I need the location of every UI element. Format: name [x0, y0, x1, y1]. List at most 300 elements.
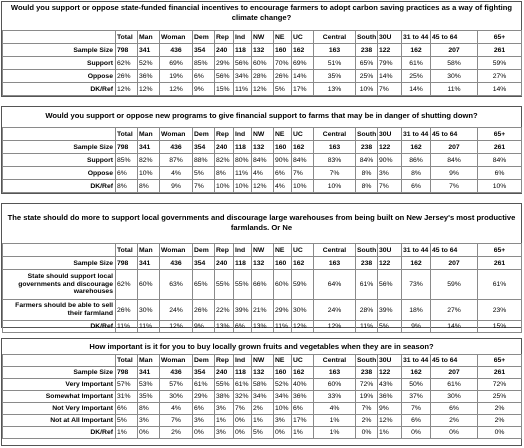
cell: 3%	[378, 167, 402, 180]
cell: 341	[138, 141, 160, 154]
col-header: Central	[314, 355, 356, 367]
col-header: UC	[292, 31, 314, 44]
col-header: NW	[252, 128, 274, 141]
cell: 85%	[193, 57, 215, 70]
row-label: Sample Size	[3, 367, 116, 379]
cell: 28%	[252, 70, 274, 83]
cell: 163	[314, 44, 356, 57]
cell: 70%	[274, 57, 292, 70]
col-header: Man	[138, 31, 160, 44]
cell: 132	[252, 257, 274, 270]
cell: 35%	[314, 70, 356, 83]
question-block-4	[1, 338, 522, 446]
cell: 79%	[378, 57, 402, 70]
cell: 0%	[402, 427, 431, 439]
col-header: South	[356, 128, 378, 141]
cell: 118	[234, 257, 252, 270]
cell: 798	[116, 141, 138, 154]
question-title: The state should do more to support local governments and discourage large warehouses from being built on New Jersey's most productive farmlands. Or Ne	[7, 213, 516, 232]
row-label: Oppose	[3, 70, 116, 83]
col-header: South	[356, 355, 378, 367]
cell: 261	[478, 257, 522, 270]
cell: 6%	[402, 415, 431, 427]
cell: 30%	[160, 391, 193, 403]
col-header: Ind	[234, 244, 252, 257]
col-header: UC	[292, 355, 314, 367]
row-label: Somewhat Important	[3, 391, 116, 403]
cell: 6%	[193, 403, 215, 415]
col-header: Rep	[215, 31, 234, 44]
table-row	[3, 300, 522, 321]
cell: 10%	[234, 180, 252, 193]
col-header: 31 to 44	[402, 31, 431, 44]
cell: 8%	[215, 167, 234, 180]
cell: 61%	[234, 379, 252, 391]
cell: 0%	[431, 427, 478, 439]
cell: 4%	[314, 403, 356, 415]
row-label: DK/Ref	[3, 180, 116, 193]
col-header: Dem	[193, 31, 215, 44]
cell: 2%	[478, 415, 522, 427]
cell: 9%	[193, 83, 215, 96]
cell: 2%	[356, 415, 378, 427]
cell: 56%	[378, 270, 402, 300]
col-header: Dem	[193, 244, 215, 257]
cell: 14%	[431, 321, 478, 333]
cell: 7%	[314, 167, 356, 180]
cell: 9%	[431, 167, 478, 180]
cell: 84%	[252, 154, 274, 167]
cell: 12%	[252, 83, 274, 96]
cell: 50%	[402, 379, 431, 391]
cell: 52%	[274, 379, 292, 391]
cell: 3%	[215, 403, 234, 415]
cell: 38%	[215, 391, 234, 403]
cell: 27%	[431, 300, 478, 321]
col-header: NE	[274, 244, 292, 257]
row-label: DK/Ref	[3, 321, 116, 333]
cell: 61%	[193, 379, 215, 391]
table-row	[3, 367, 522, 379]
table-row	[3, 257, 522, 270]
col-header: Total	[116, 31, 138, 44]
cell: 8%	[356, 167, 378, 180]
table-row	[3, 70, 522, 83]
cell: 3%	[274, 415, 292, 427]
cell: 6%	[402, 180, 431, 193]
cell: 160	[274, 141, 292, 154]
cell: 207	[431, 44, 478, 57]
cell: 341	[138, 257, 160, 270]
cell: 3%	[215, 427, 234, 439]
cell: 354	[193, 141, 215, 154]
cell: 10%	[215, 180, 234, 193]
cell: 60%	[314, 379, 356, 391]
cell: 51%	[314, 57, 356, 70]
cell: 56%	[234, 57, 252, 70]
cell: 162	[292, 141, 314, 154]
cell: 261	[478, 367, 522, 379]
cell: 354	[193, 257, 215, 270]
cell: 55%	[215, 379, 234, 391]
cell: 5%	[252, 427, 274, 439]
row-label: Support	[3, 57, 116, 70]
cell: 88%	[193, 154, 215, 167]
cell: 6%	[193, 70, 215, 83]
corner-cell	[3, 244, 116, 257]
cell: 4%	[160, 403, 193, 415]
cell: 69%	[160, 57, 193, 70]
cell: 24%	[160, 300, 193, 321]
cell: 72%	[356, 379, 378, 391]
cell: 11%	[274, 321, 292, 333]
cell: 162	[402, 141, 431, 154]
cell: 8%	[138, 403, 160, 415]
col-header: 31 to 44	[402, 244, 431, 257]
col-header: Dem	[193, 355, 215, 367]
cell: 58%	[431, 57, 478, 70]
cell: 23%	[478, 300, 522, 321]
cell: 30%	[138, 300, 160, 321]
cell: 57%	[160, 379, 193, 391]
cell: 11%	[138, 321, 160, 333]
cell: 65%	[193, 270, 215, 300]
cell: 80%	[234, 154, 252, 167]
cell: 36%	[138, 70, 160, 83]
cell: 17%	[292, 83, 314, 96]
cell: 7%	[234, 403, 252, 415]
col-header: 65+	[478, 128, 522, 141]
cell: 162	[402, 44, 431, 57]
cell: 354	[193, 44, 215, 57]
cell: 29%	[274, 300, 292, 321]
cell: 5%	[274, 83, 292, 96]
cell: 15%	[478, 321, 522, 333]
row-label: Oppose	[3, 167, 116, 180]
cell: 6%	[116, 167, 138, 180]
cell: 84%	[292, 154, 314, 167]
col-header: 45 to 64	[431, 31, 478, 44]
cell: 6%	[431, 403, 478, 415]
crosstab-table	[2, 354, 522, 439]
col-header: Ind	[234, 355, 252, 367]
cell: 261	[478, 44, 522, 57]
cell: 11%	[116, 321, 138, 333]
cell: 31%	[116, 391, 138, 403]
cell: 1%	[252, 415, 274, 427]
cell: 7%	[378, 83, 402, 96]
corner-cell	[3, 355, 116, 367]
cell: 30%	[431, 70, 478, 83]
row-label: Sample Size	[3, 141, 116, 154]
cell: 798	[116, 257, 138, 270]
cell: 59%	[431, 270, 478, 300]
cell: 207	[431, 257, 478, 270]
col-header: Rep	[215, 128, 234, 141]
cell: 0%	[234, 415, 252, 427]
col-header: Woman	[160, 244, 193, 257]
cell: 354	[193, 367, 215, 379]
cell: 25%	[356, 70, 378, 83]
cell: 26%	[193, 300, 215, 321]
cell: 10%	[274, 403, 292, 415]
cell: 12%	[252, 180, 274, 193]
cell: 60%	[274, 270, 292, 300]
cell: 6%	[478, 167, 522, 180]
cell: 5%	[378, 321, 402, 333]
cell: 82%	[138, 154, 160, 167]
cell: 118	[234, 367, 252, 379]
cell: 14%	[478, 83, 522, 96]
cell: 40%	[292, 379, 314, 391]
cell: 32%	[234, 391, 252, 403]
row-label: DK/Ref	[3, 427, 116, 439]
cell: 7%	[160, 415, 193, 427]
cell: 0%	[138, 427, 160, 439]
cell: 56%	[215, 70, 234, 83]
cell: 436	[160, 367, 193, 379]
cell: 10%	[292, 180, 314, 193]
cell: 0%	[478, 427, 522, 439]
cell: 65%	[356, 57, 378, 70]
col-header: Total	[116, 244, 138, 257]
col-header: NE	[274, 355, 292, 367]
cell: 10%	[478, 180, 522, 193]
col-header: 31 to 44	[402, 128, 431, 141]
table-row	[3, 141, 522, 154]
cell: 163	[314, 141, 356, 154]
cell: 62%	[116, 270, 138, 300]
cell: 14%	[292, 70, 314, 83]
cell: 11%	[234, 167, 252, 180]
cell: 163	[314, 367, 356, 379]
table-row	[3, 415, 522, 427]
cell: 72%	[478, 379, 522, 391]
col-header: Man	[138, 244, 160, 257]
cell: 9%	[193, 321, 215, 333]
cell: 83%	[314, 154, 356, 167]
cell: 29%	[193, 391, 215, 403]
corner-cell	[3, 31, 116, 44]
cell: 57%	[116, 379, 138, 391]
cell: 35%	[138, 391, 160, 403]
cell: 5%	[116, 415, 138, 427]
cell: 7%	[402, 403, 431, 415]
cell: 73%	[402, 270, 431, 300]
cell: 3%	[138, 415, 160, 427]
cell: 55%	[215, 270, 234, 300]
cell: 61%	[431, 379, 478, 391]
col-header: Woman	[160, 31, 193, 44]
row-label: Not Very Important	[3, 403, 116, 415]
cell: 30%	[431, 391, 478, 403]
col-header: South	[356, 31, 378, 44]
cell: 39%	[378, 300, 402, 321]
row-label: Sample Size	[3, 257, 116, 270]
header-row	[3, 31, 522, 44]
cell: 63%	[160, 270, 193, 300]
cell: 162	[402, 367, 431, 379]
cell: 13%	[215, 321, 234, 333]
col-header: 30U	[378, 244, 402, 257]
cell: 0%	[274, 427, 292, 439]
table-row	[3, 403, 522, 415]
header-row	[3, 355, 522, 367]
cell: 118	[234, 141, 252, 154]
cell: 86%	[402, 154, 431, 167]
table-row	[3, 379, 522, 391]
cell: 12%	[292, 321, 314, 333]
col-header: Total	[116, 355, 138, 367]
cell: 60%	[138, 270, 160, 300]
cell: 1%	[378, 427, 402, 439]
question-block-2	[1, 106, 522, 194]
cell: 36%	[292, 391, 314, 403]
row-label: Farmers should be able to sell their farmland	[3, 300, 116, 321]
col-header: South	[356, 244, 378, 257]
cell: 85%	[116, 154, 138, 167]
cell: 61%	[356, 270, 378, 300]
cell: 33%	[314, 391, 356, 403]
cell: 10%	[356, 83, 378, 96]
table-row	[3, 180, 522, 193]
cell: 87%	[160, 154, 193, 167]
table-row	[3, 270, 522, 300]
cell: 7%	[193, 180, 215, 193]
col-header: Man	[138, 355, 160, 367]
cell: 240	[215, 367, 234, 379]
cell: 26%	[116, 300, 138, 321]
cell: 162	[292, 44, 314, 57]
cell: 11%	[431, 83, 478, 96]
cell: 238	[356, 257, 378, 270]
question-title: Would you support or oppose new programs to give financial support to farms that may be in danger of shutting down?	[45, 111, 478, 120]
cell: 4%	[252, 167, 274, 180]
question-title: Would you support or oppose state-funded financial incentives to encourage farmers to adopt carbon saving practices as a way of fighting climate change?	[10, 3, 513, 22]
cell: 240	[215, 257, 234, 270]
row-label: Not at All Important	[3, 415, 116, 427]
cell: 61%	[402, 57, 431, 70]
cell: 84%	[478, 154, 522, 167]
cell: 3%	[193, 415, 215, 427]
cell: 90%	[378, 154, 402, 167]
cell: 8%	[402, 167, 431, 180]
col-header: NE	[274, 31, 292, 44]
cell: 162	[292, 367, 314, 379]
cell: 8%	[356, 180, 378, 193]
cell: 341	[138, 367, 160, 379]
cell: 8%	[116, 180, 138, 193]
cell: 1%	[314, 415, 356, 427]
cell: 798	[116, 44, 138, 57]
cell: 1%	[314, 427, 356, 439]
cell: 2%	[478, 403, 522, 415]
cell: 5%	[193, 167, 215, 180]
cell: 341	[138, 44, 160, 57]
cell: 160	[274, 44, 292, 57]
row-label: Sample Size	[3, 44, 116, 57]
table-row	[3, 154, 522, 167]
cell: 17%	[292, 415, 314, 427]
cell: 11%	[234, 83, 252, 96]
cell: 55%	[234, 270, 252, 300]
table-row	[3, 83, 522, 96]
corner-cell	[3, 128, 116, 141]
col-header: NW	[252, 355, 274, 367]
cell: 4%	[160, 167, 193, 180]
row-label: DK/Ref	[3, 83, 116, 96]
cell: 12%	[314, 321, 356, 333]
table-row	[3, 57, 522, 70]
cell: 6%	[274, 167, 292, 180]
cell: 12%	[378, 415, 402, 427]
cell: 60%	[252, 57, 274, 70]
col-header: UC	[292, 244, 314, 257]
cell: 84%	[356, 154, 378, 167]
cell: 26%	[116, 70, 138, 83]
cell: 798	[116, 367, 138, 379]
cell: 10%	[138, 167, 160, 180]
cell: 122	[378, 44, 402, 57]
col-header: 65+	[478, 244, 522, 257]
crosstab-table	[2, 243, 522, 333]
cell: 118	[234, 44, 252, 57]
cell: 36%	[378, 391, 402, 403]
question-block-3	[1, 203, 522, 328]
cell: 24%	[314, 300, 356, 321]
cell: 62%	[116, 57, 138, 70]
cell: 25%	[402, 70, 431, 83]
cell: 9%	[378, 403, 402, 415]
cell: 6%	[234, 321, 252, 333]
col-header: Dem	[193, 128, 215, 141]
col-header: 45 to 64	[431, 355, 478, 367]
cell: 436	[160, 257, 193, 270]
col-header: Central	[314, 31, 356, 44]
table-row	[3, 321, 522, 333]
cell: 39%	[234, 300, 252, 321]
col-header: UC	[292, 128, 314, 141]
row-label: Very Important	[3, 379, 116, 391]
cell: 61%	[478, 270, 522, 300]
cell: 1%	[292, 427, 314, 439]
cell: 0%	[234, 427, 252, 439]
cell: 132	[252, 141, 274, 154]
cell: 162	[402, 257, 431, 270]
cell: 14%	[402, 83, 431, 96]
col-header: 30U	[378, 128, 402, 141]
cell: 0%	[356, 427, 378, 439]
cell: 43%	[378, 379, 402, 391]
col-header: Ind	[234, 128, 252, 141]
crosstab-table	[2, 127, 522, 193]
cell: 132	[252, 367, 274, 379]
cell: 58%	[252, 379, 274, 391]
cell: 238	[356, 141, 378, 154]
question-title: How important is it for you to buy locally grown fruits and vegetables when they are in season?	[89, 342, 434, 351]
cell: 25%	[478, 391, 522, 403]
cell: 8%	[138, 180, 160, 193]
cell: 26%	[274, 70, 292, 83]
cell: 34%	[274, 391, 292, 403]
cell: 122	[378, 367, 402, 379]
cell: 240	[215, 141, 234, 154]
col-header: Rep	[215, 244, 234, 257]
cell: 1%	[215, 415, 234, 427]
cell: 122	[378, 141, 402, 154]
cell: 6%	[292, 403, 314, 415]
col-header: 65+	[478, 355, 522, 367]
